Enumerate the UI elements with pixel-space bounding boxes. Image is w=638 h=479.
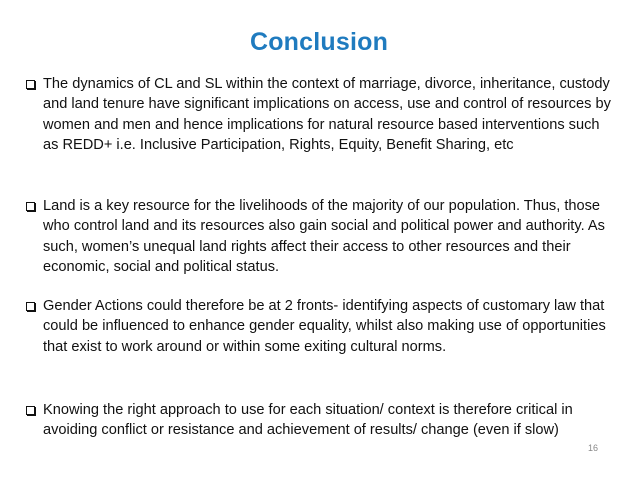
hollow-square-bullet-icon [26, 80, 35, 89]
bullet-text: Gender Actions could therefore be at 2 fronts- identifying aspects of customary law that could be influenced to enhance gender equality, whilst also making use of opportunities that exist to work around or within some exiting cultural norms. [43, 298, 606, 355]
bullet-item [26, 196, 611, 278]
page-number: 16 [587, 443, 598, 453]
bullet-text: Land is a key resource for the livelihoods of the majority of our population. Thus, those who control land and its resources also gain social and political power and authority. As such, women’s unequal land rights affect their access to other resources and their economic, social and political status. [43, 198, 605, 276]
hollow-square-bullet-icon [26, 406, 35, 415]
bullet-item [26, 296, 611, 357]
bullet-item [26, 400, 611, 441]
hollow-square-bullet-icon [26, 302, 35, 311]
bullet-text: Knowing the right approach to use for each situation/ context is therefore critical in avoiding conflict or resistance and achievement of results/ change (even if slow) [43, 402, 573, 439]
hollow-square-bullet-icon [26, 202, 35, 211]
bullet-text: The dynamics of CL and SL within the context of marriage, divorce, inheritance, custody and land tenure have significant implications on access, use and control of resources by women and men and hence implications for natural resource based interventions such as REDD+ i.e. Inclusive Participation, Rights, Equity, Benefit Sharing, etc [43, 76, 611, 154]
slide-title: Conclusion [249, 28, 389, 56]
bullet-item [26, 74, 611, 156]
